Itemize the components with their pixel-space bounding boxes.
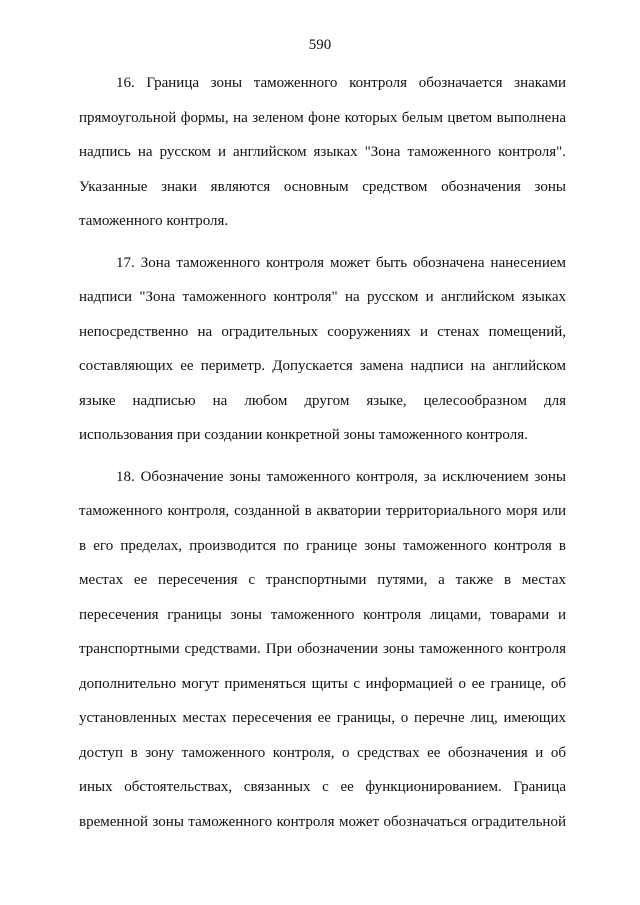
text-line: использования при создании конкретной зоны таможенного контроля.	[79, 427, 528, 443]
text-line: дополнительно могут применяться щиты с информацией о ее границе, об	[79, 675, 566, 692]
text-line: в его пределах, производится по границе зоны таможенного контроля в	[79, 537, 566, 554]
text-line: таможенного контроля, созданной в акватории территориального моря или	[79, 503, 566, 519]
text-line: местах ее пересечения с транспортными путями, а также в местах	[79, 572, 566, 588]
text-line: 16. Граница зоны таможенного контроля обозначается знаками	[116, 75, 566, 91]
text-line: надпись на русском и английском языках "Зона таможенного контроля".	[79, 144, 566, 160]
text-line: таможенного контроля.	[79, 213, 229, 229]
text-line: надписи "Зона таможенного контроля" на русском и английском языках	[79, 289, 566, 305]
text-line: прямоугольной формы, на зеленом фоне которых белым цветом выполнена	[79, 109, 566, 126]
text-line: доступ в зону таможенного контроля, о средствах ее обозначения и об	[79, 744, 566, 761]
text-line: Указанные знаки являются основным средством обозначения зоны	[79, 178, 566, 195]
text-line: составляющих ее периметр. Допускается замена надписи на английском	[79, 358, 566, 374]
page-number: 590	[308, 37, 332, 53]
text-line: 17. Зона таможенного контроля может быть обозначена нанесением	[116, 254, 566, 271]
document-body	[79, 66, 566, 846]
paragraph-17	[79, 246, 566, 453]
text-line: временной зоны таможенного контроля может обозначаться оградительной	[79, 813, 566, 830]
paragraph-18	[79, 460, 566, 840]
paragraph-16	[79, 66, 566, 239]
text-line: непосредственно на оградительных сооружениях и стенах помещений,	[79, 323, 566, 340]
text-line: 18. Обозначение зоны таможенного контроля, за исключением зоны	[116, 468, 566, 485]
text-line: иных обстоятельствах, связанных с ее функционированием. Граница	[79, 779, 566, 795]
text-line: установленных местах пересечения ее границы, о перечне лиц, имеющих	[79, 710, 566, 726]
text-line: пересечения границы зоны таможенного контроля лицами, товарами и	[79, 606, 566, 623]
text-line: языке надписью на любом другом языке, целесообразном для	[79, 392, 566, 409]
text-line: транспортными средствами. При обозначении зоны таможенного контроля	[79, 641, 566, 657]
